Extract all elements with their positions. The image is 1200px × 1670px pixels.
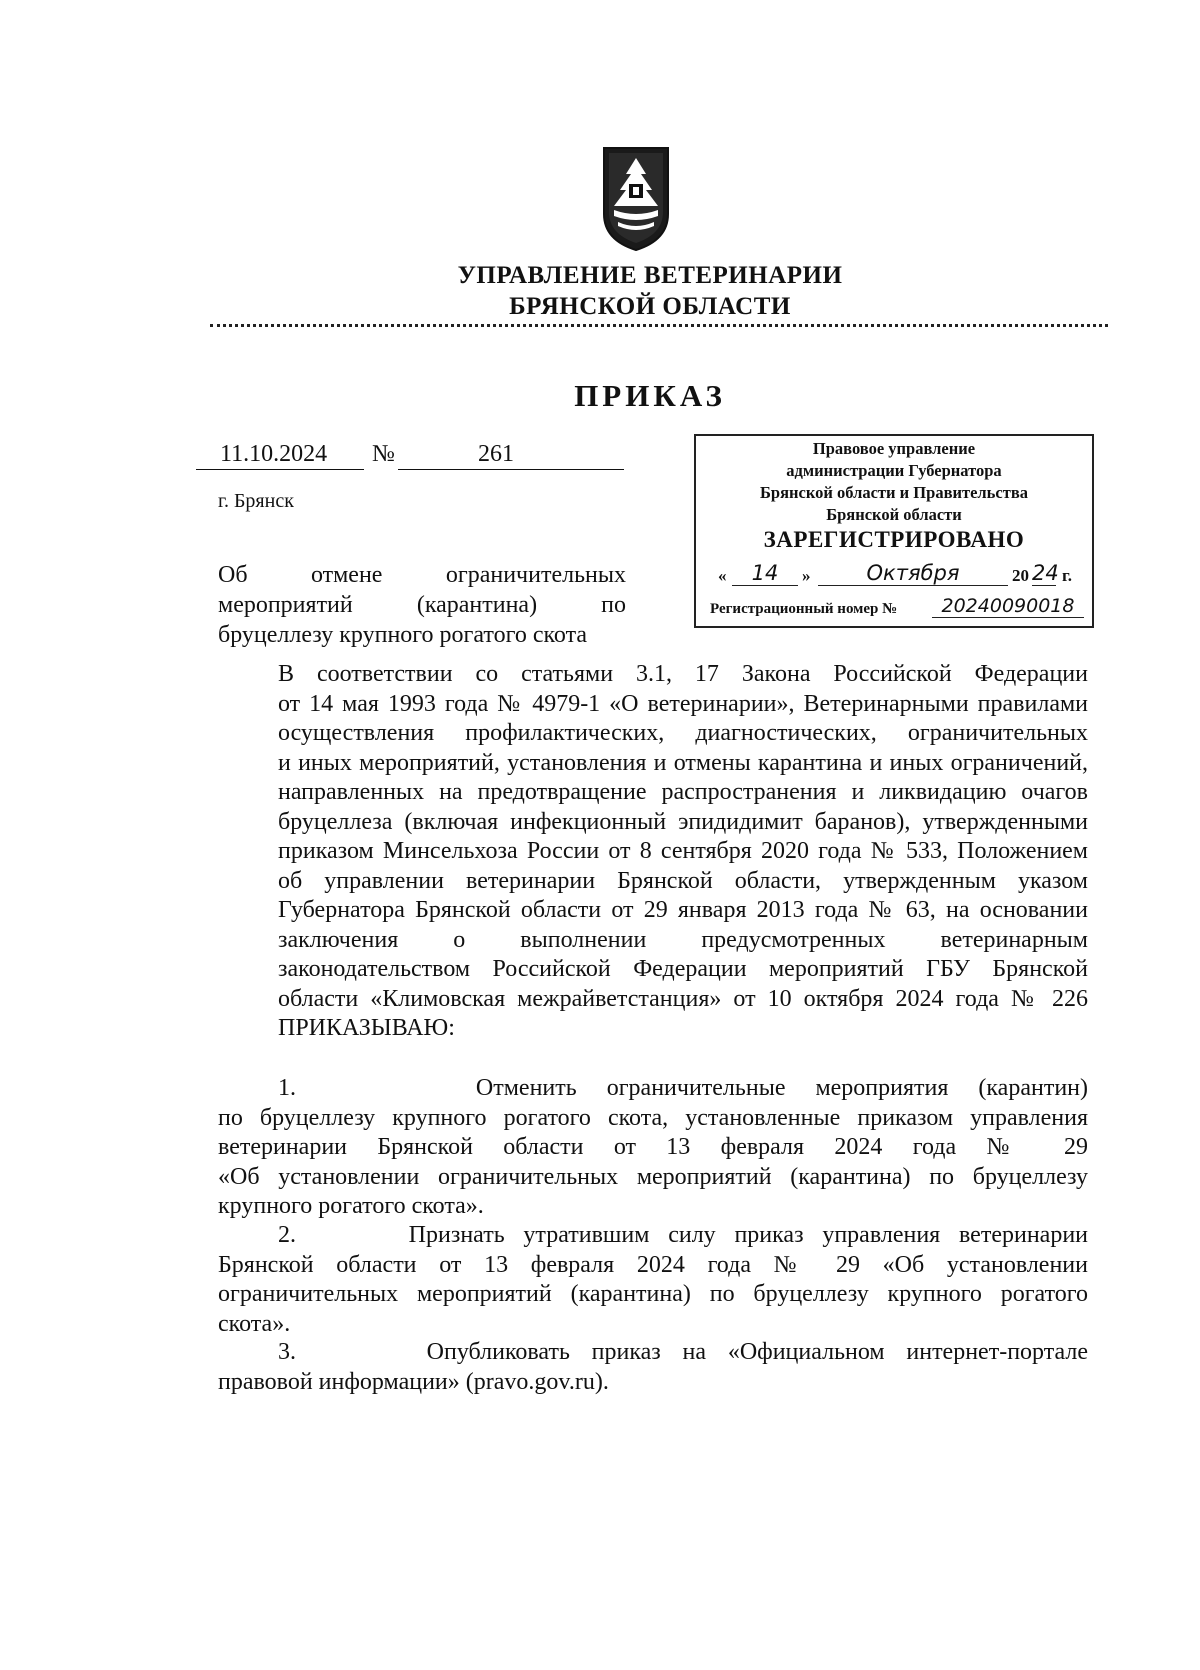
stamp-reg-number: 20240090018: [932, 595, 1084, 618]
subject-line: Об отмене ограничительных: [218, 562, 626, 588]
org-name-line2: БРЯНСКОЙ ОБЛАСТИ: [509, 293, 791, 320]
order-item-3: 3. Опубликовать приказ на «Официальном интернет-портале правовой информации» (pravo.gov.ru).: [218, 1339, 1088, 1395]
document-title: ПРИКАЗ: [574, 378, 726, 413]
registration-stamp: [694, 434, 1094, 628]
order-subject: [218, 560, 626, 650]
subject-line: бруцеллезу крупного рогатого скота: [218, 622, 588, 648]
stamp-line: Брянской области: [826, 505, 962, 524]
stamp-date-row: « 14 » Октября 20 24 г.: [718, 561, 1073, 585]
stamp-reg-row: Регистрационный номер № 20240090018: [710, 592, 1080, 620]
stamp-day: 14: [732, 561, 798, 586]
stamp-line: Брянской области и Правительства: [760, 483, 1028, 502]
order-number: 261: [478, 441, 514, 467]
header-divider: [210, 324, 1108, 327]
order-word: ПРИКАЗЫВАЮ:: [278, 1015, 455, 1041]
preamble-paragraph: В соответствии со статьями 3.1, 17 Закона Российской Федерации от 14 мая 1993 года № 4979-1 «О ветеринарии», Ветеринарными правилами осуществления профилактических, диагностических, ограничительных и иных мероприятий, установления и отмены карантина и иных ограничений, направленных на предотвращение распространения и ликвидацию очагов бруцеллеза (включая инфекционный эпидидимит баранов), утвержденными приказом Минсельхоза России от 8 сентября 2020 года № 533, Положением об управлении ветеринарии Брянской области, утвержденным указом Губернатора Брянской области от 29 января 2013 года № 63, на основании заключения о выполнении предусмотренных ветеринарным законодательством Российской Федерации мероприятий ГБУ Брянской области «Климовская межрайветстанция» от 10 октября 2024 года № 226 ПРИКАЗЫВАЮ:: [218, 660, 1088, 1044]
order-item-2: 2. Признать утратившим силу приказ управления ветеринарии Брянской области от 13 февраля 2024 года № 29 «Об установлении ограничительных мероприятий (карантина) по бруцеллезу крупного рогатого скота».: [218, 1222, 1088, 1337]
coat-of-arms-icon: [600, 144, 672, 254]
order-date: 11.10.2024: [220, 441, 328, 467]
stamp-line: администрации Губернатора: [786, 461, 1002, 480]
number-sign: №: [372, 441, 395, 467]
preamble: [218, 660, 1088, 1044]
subject-line: мероприятий (карантина) по: [218, 592, 626, 618]
date-number-line: [196, 440, 626, 470]
stamp-line: Правовое управление: [812, 439, 976, 458]
stamp-registered: ЗАРЕГИСТРИРОВАНО: [763, 527, 1025, 552]
stamp-month: Октября: [818, 561, 1008, 586]
order-item-1: 1. Отменить ограничительные мероприятия (карантин) по бруцеллезу крупного рогатого скота, установленные приказом управления ветеринарии Брянской области от 13 февраля 2024 года № 29 «Об установлении ограничительных мероприятий (карантина) по бруцеллезу крупного рогатого скота».: [218, 1075, 1088, 1219]
org-name-line1: УПРАВЛЕНИЕ ВЕТЕРИНАРИИ: [457, 262, 843, 289]
city: г. Брянск: [218, 490, 294, 512]
stamp-year: 24: [1032, 561, 1059, 585]
